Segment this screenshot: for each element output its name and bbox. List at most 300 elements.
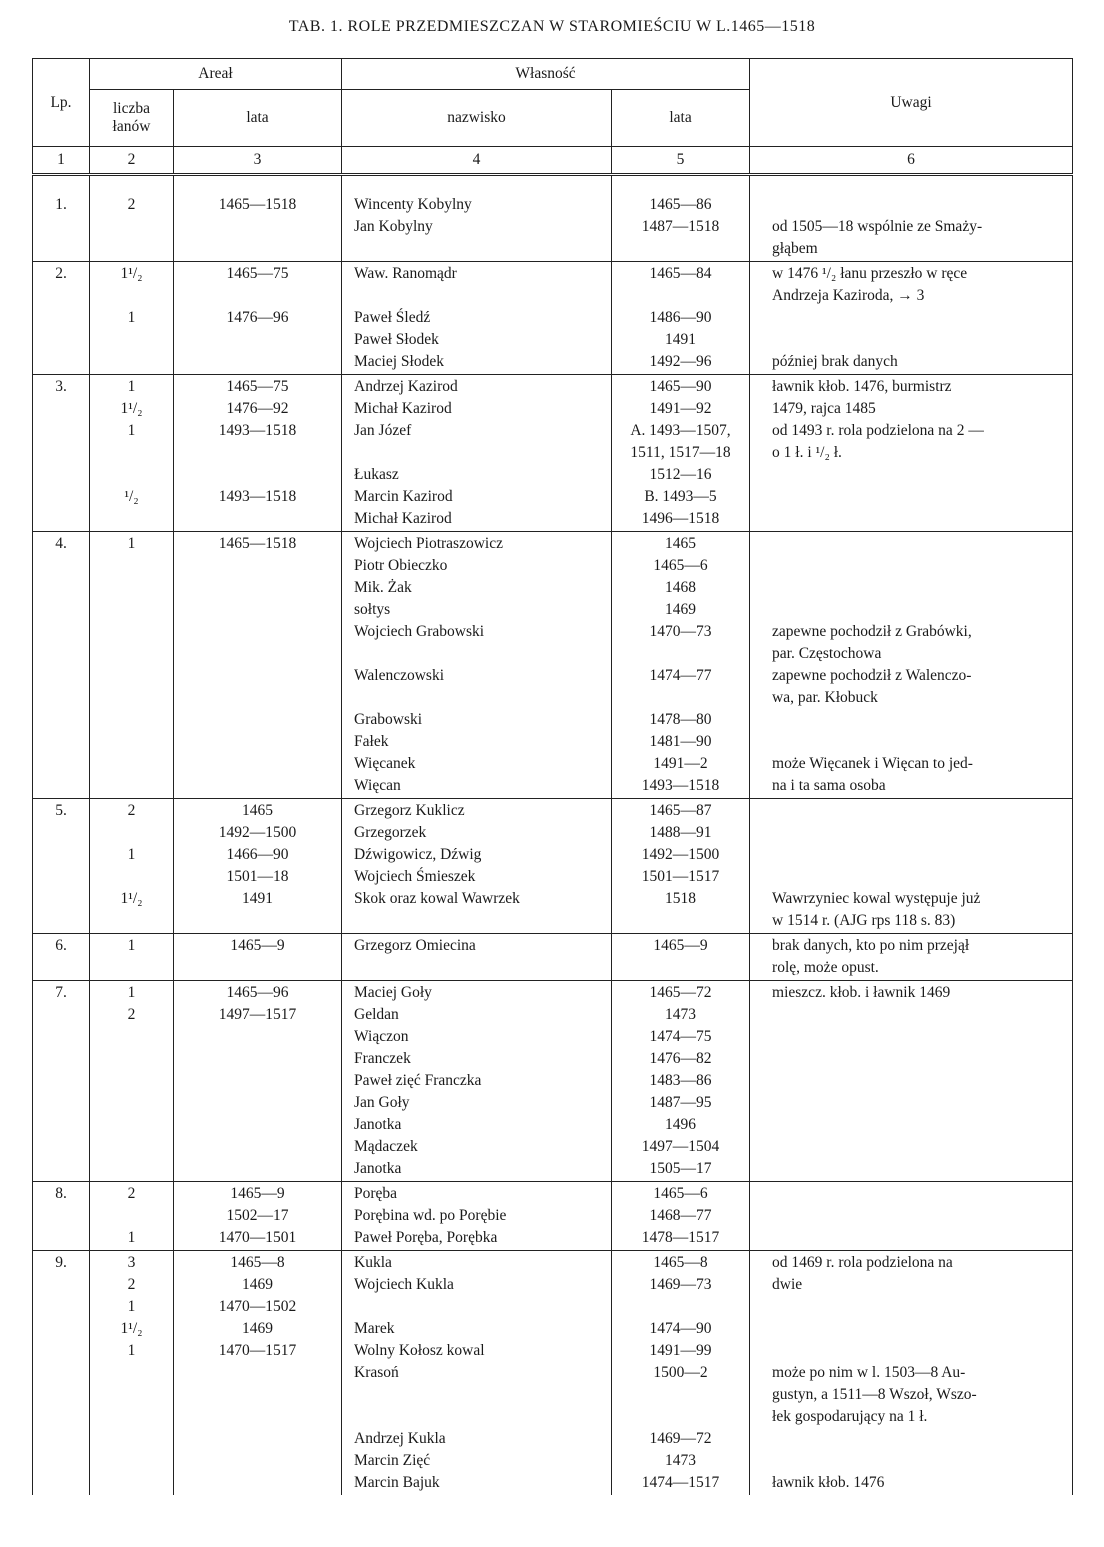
column-number: 4 [342, 147, 612, 175]
table-row [33, 375, 1073, 532]
cell-areal-lata-line [180, 285, 335, 307]
cell-liczba-lanow-line: 1 [127, 422, 136, 439]
cell-areal-lata-line [180, 351, 335, 373]
cell-wlasnosc-lata-line: 1465—6 [653, 1185, 708, 1202]
cell-liczba-lanow-line [96, 329, 167, 351]
cell-nazwisko [342, 262, 612, 375]
cell-liczba-lanow-line [96, 1026, 167, 1048]
cell-lp [33, 981, 90, 1182]
cell-liczba-lanow-line: 1 [127, 984, 136, 1001]
header-areal-lata: lata [174, 90, 342, 147]
column-number: 3 [174, 147, 342, 175]
cell-wlasnosc-lata-line: 1474—90 [649, 1320, 712, 1337]
cell-areal-lata-line [180, 577, 335, 599]
cell-areal-lata-line: 1465—8 [230, 1254, 285, 1271]
cell-uwagi-line [772, 1205, 1070, 1227]
cell-areal-lata-line [180, 775, 335, 797]
column-number: 6 [750, 147, 1073, 175]
cell-wlasnosc-lata-line: 1492—1500 [641, 846, 720, 863]
cell-liczba-lanow-line [96, 1362, 167, 1384]
cell-liczba-lanow-line [96, 442, 167, 464]
cell-liczba-lanow-line [96, 1158, 167, 1180]
cell-areal-lata-line [180, 442, 335, 464]
header-areal: Areał [90, 59, 342, 90]
cell-uwagi [750, 981, 1073, 1182]
cell-uwagi-line [772, 194, 1070, 216]
cell-wlasnosc-lata-line [618, 238, 743, 260]
cell-wlasnosc-lata-line: 1473 [665, 1452, 697, 1469]
cell-uwagi-line [772, 1114, 1070, 1136]
cell-wlasnosc-lata-line: 1491—2 [653, 755, 708, 772]
cell-liczba-lanow-line: 1¹/₂ [120, 1320, 143, 1337]
cell-wlasnosc-lata-line: 1474—75 [649, 1028, 712, 1045]
cell-liczba-lanow-line: 1¹/₂ [120, 400, 143, 417]
cell-nazwisko-line [354, 1406, 605, 1428]
cell-areal-lata-line [180, 1384, 335, 1406]
cell-uwagi [750, 532, 1073, 799]
cell-wlasnosc-lata [612, 175, 750, 262]
cell-uwagi-line [772, 577, 1070, 599]
cell-nazwisko-line [354, 442, 605, 464]
cell-wlasnosc-lata-line: 1483—86 [649, 1072, 712, 1089]
cell-liczba-lanow [90, 934, 174, 981]
cell-uwagi-line [772, 555, 1070, 577]
cell-areal-lata-line: 1502—17 [226, 1207, 289, 1224]
cell-nazwisko-line: Grabowski [354, 711, 423, 728]
cell-wlasnosc-lata [612, 799, 750, 934]
cell-areal-lata-line [180, 555, 335, 577]
cell-uwagi-line [772, 1048, 1070, 1070]
cell-wlasnosc-lata-line: 1511, 1517—18 [630, 444, 731, 461]
cell-uwagi-line: zapewne pochodził z Walenczo- [772, 667, 972, 684]
cell-liczba-lanow-line [96, 1450, 167, 1472]
cell-liczba-lanow [90, 799, 174, 934]
row-number: 7. [55, 984, 67, 1001]
cell-wlasnosc-lata-line: 1505—17 [649, 1160, 712, 1177]
cell-nazwisko-line: Piotr Obieczko [354, 557, 448, 574]
cell-wlasnosc-lata-line: 1487—1518 [641, 218, 720, 235]
row-number: 5. [55, 802, 67, 819]
cell-nazwisko [342, 934, 612, 981]
cell-areal-lata-line: 1493—1518 [218, 488, 297, 505]
row-number: 9. [55, 1254, 67, 1271]
cell-wlasnosc-lata [612, 1251, 750, 1496]
cell-wlasnosc-lata-line [618, 643, 743, 665]
cell-liczba-lanow-line: 1 [127, 937, 136, 954]
cell-liczba-lanow-line: 1 [127, 378, 136, 395]
cell-areal-lata-line: 1470—1501 [218, 1229, 297, 1246]
cell-areal-lata-line [180, 1158, 335, 1180]
cell-areal-lata-line: 1470—1517 [218, 1342, 297, 1359]
header-wlasnosc: Własność [342, 59, 750, 90]
cell-liczba-lanow-line [96, 1136, 167, 1158]
cell-uwagi-line [772, 1070, 1070, 1092]
header-nazwisko: nazwisko [342, 90, 612, 147]
cell-wlasnosc-lata-line: 1492—96 [649, 353, 712, 370]
table-row [33, 175, 1073, 262]
cell-uwagi-line [772, 1450, 1070, 1472]
cell-areal-lata-line [180, 1092, 335, 1114]
cell-areal-lata [174, 934, 342, 981]
cell-uwagi-line: brak danych, kto po nim przejął [772, 937, 970, 954]
cell-uwagi-line: w 1514 r. (AJG rps 118 s. 83) [772, 912, 956, 929]
cell-areal-lata-line [180, 1428, 335, 1450]
cell-liczba-lanow-line: 2 [127, 1276, 136, 1293]
cell-areal-lata [174, 981, 342, 1182]
cell-liczba-lanow-line [96, 577, 167, 599]
cell-uwagi-line: mieszcz. kłob. i ławnik 1469 [772, 984, 951, 1001]
cell-wlasnosc-lata-line [618, 687, 743, 709]
cell-uwagi-line [772, 599, 1070, 621]
cell-nazwisko-line [354, 238, 605, 260]
cell-liczba-lanow-line: 1¹/₂ [120, 890, 143, 907]
cell-liczba-lanow [90, 375, 174, 532]
cell-nazwisko-line: Paweł Śledź [354, 309, 431, 326]
cell-liczba-lanow-line [96, 665, 167, 687]
cell-nazwisko-line: Walenczowski [354, 667, 445, 684]
cell-lp [33, 1182, 90, 1251]
cell-uwagi-line: od 1469 r. rola podzielona na [772, 1254, 953, 1271]
cell-liczba-lanow-line [96, 1092, 167, 1114]
table-row [33, 1251, 1073, 1496]
cell-nazwisko-line: Marcin Kazirod [354, 488, 453, 505]
cell-areal-lata-line: 1470—1502 [218, 1298, 297, 1315]
cell-liczba-lanow-line [96, 1428, 167, 1450]
cell-uwagi-line [772, 844, 1070, 866]
cell-areal-lata-line [180, 508, 335, 530]
cell-wlasnosc-lata-line: 1491 [665, 331, 697, 348]
cell-wlasnosc-lata [612, 1182, 750, 1251]
cell-areal-lata [174, 799, 342, 934]
cell-areal-lata-line: 1493—1518 [218, 422, 297, 439]
cell-nazwisko-line: Marcin Bajuk [354, 1474, 440, 1491]
cell-wlasnosc-lata-line: 1486—90 [649, 309, 712, 326]
cell-lp [33, 799, 90, 934]
cell-wlasnosc-lata [612, 375, 750, 532]
cell-uwagi-line [772, 1158, 1070, 1180]
cell-nazwisko-line: Fałek [354, 733, 389, 750]
table-header [33, 59, 1073, 175]
cell-areal-lata-line: 1476—96 [226, 309, 289, 326]
table-row [33, 981, 1073, 1182]
cell-uwagi-line [772, 1318, 1070, 1340]
cell-areal-lata-line [180, 216, 335, 238]
cell-nazwisko-line: Kukla [354, 1254, 392, 1271]
cell-liczba-lanow-line: 1 [127, 1298, 136, 1315]
cell-wlasnosc-lata [612, 532, 750, 799]
cell-areal-lata-line [180, 957, 335, 979]
cell-liczba-lanow-line: 1 [127, 535, 136, 552]
cell-liczba-lanow [90, 1182, 174, 1251]
cell-areal-lata-line [180, 643, 335, 665]
cell-uwagi-line: dwie [772, 1276, 803, 1293]
cell-nazwisko-line: Dźwigowicz, Dźwig [354, 846, 482, 863]
column-number: 2 [90, 147, 174, 175]
cell-nazwisko-line: Mądaczek [354, 1138, 418, 1155]
cell-areal-lata-line [180, 665, 335, 687]
cell-nazwisko-line: Poręba [354, 1185, 398, 1202]
cell-areal-lata-line: 1469 [242, 1276, 273, 1293]
cell-areal-lata-line: 1465—9 [230, 1185, 285, 1202]
cell-uwagi-line [772, 800, 1070, 822]
cell-uwagi-line [772, 866, 1070, 888]
cell-areal-lata-line [180, 910, 335, 932]
cell-wlasnosc-lata-line [618, 285, 743, 307]
cell-uwagi-line [772, 1428, 1070, 1450]
cell-areal-lata [174, 1251, 342, 1496]
cell-liczba-lanow-line [96, 555, 167, 577]
cell-wlasnosc-lata-line: A. 1493—1507, [630, 422, 731, 439]
cell-wlasnosc-lata-line: 1476—82 [649, 1050, 712, 1067]
cell-nazwisko-line [354, 643, 605, 665]
cell-uwagi-line: Wawrzyniec kowal występuje już [772, 890, 981, 907]
cell-nazwisko-line: Wojciech Grabowski [354, 623, 485, 640]
cell-areal-lata-line: 1465—96 [226, 984, 289, 1001]
cell-nazwisko-line: Mik. Żak [354, 579, 412, 596]
cell-wlasnosc-lata-line: 1465—84 [649, 265, 712, 282]
cell-wlasnosc-lata-line: 1468 [665, 579, 697, 596]
cell-areal-lata-line [180, 238, 335, 260]
cell-uwagi-line: ławnik kłob. 1476, burmistrz [772, 378, 952, 395]
cell-areal-lata-line [180, 709, 335, 731]
cell-areal-lata [174, 532, 342, 799]
cell-liczba-lanow-line [96, 216, 167, 238]
cell-uwagi-line [772, 731, 1070, 753]
cell-uwagi-line: 1479, rajca 1485 [772, 400, 876, 417]
cell-uwagi [750, 375, 1073, 532]
row-number: 2. [55, 265, 67, 282]
cell-nazwisko-line: Jan Józef [354, 422, 412, 439]
cell-areal-lata-line: 1492—1500 [218, 824, 297, 841]
cell-wlasnosc-lata [612, 981, 750, 1182]
cell-wlasnosc-lata-line: 1465—9 [653, 937, 708, 954]
cell-nazwisko-line: Jan Goły [354, 1094, 410, 1111]
cell-areal-lata-line [180, 1472, 335, 1494]
cell-wlasnosc-lata-line: 1491—99 [649, 1342, 712, 1359]
cell-nazwisko-line: Andrzej Kukla [354, 1430, 446, 1447]
cell-uwagi-line: zapewne pochodził z Grabówki, [772, 623, 972, 640]
cell-uwagi-line: rolę, może opust. [772, 959, 879, 976]
row-number: 6. [55, 937, 67, 954]
cell-nazwisko-line: Wolny Kołosz kowal [354, 1342, 485, 1359]
cell-nazwisko-line: Wojciech Śmieszek [354, 868, 476, 885]
cell-lp [33, 175, 90, 262]
cell-lp [33, 532, 90, 799]
table-row [33, 1182, 1073, 1251]
cell-nazwisko-line: Łukasz [354, 466, 399, 483]
cell-areal-lata-line: 1465—1518 [218, 535, 297, 552]
cell-areal-lata-line: 1465—75 [226, 265, 289, 282]
cell-uwagi-line [772, 1092, 1070, 1114]
cell-liczba-lanow-line [96, 238, 167, 260]
cell-uwagi-line: w 1476 ¹/₂ łanu przeszło w ręce [772, 265, 968, 282]
cell-uwagi-line [772, 533, 1070, 555]
cell-nazwisko-line: Krasoń [354, 1364, 399, 1381]
cell-wlasnosc-lata-line: 1493—1518 [641, 777, 720, 794]
cell-nazwisko-line: Andrzej Kazirod [354, 378, 458, 395]
cell-wlasnosc-lata-line: 1497—1504 [641, 1138, 720, 1155]
cell-areal-lata-line: 1491 [242, 890, 273, 907]
cell-liczba-lanow-line: ¹/₂ [124, 488, 139, 505]
cell-nazwisko-line: Janotka [354, 1116, 402, 1133]
cell-wlasnosc-lata-line: 1488—91 [649, 824, 712, 841]
cell-wlasnosc-lata-line: 1487—95 [649, 1094, 712, 1111]
cell-wlasnosc-lata-line: 1465—90 [649, 378, 712, 395]
cell-uwagi-line [772, 1296, 1070, 1318]
cell-nazwisko-line [354, 1384, 605, 1406]
cell-areal-lata-line [180, 731, 335, 753]
cell-areal-lata-line: 1466—90 [226, 846, 289, 863]
header-wlasnosc-lata: lata [612, 90, 750, 147]
cell-areal-lata-line [180, 753, 335, 775]
cell-lp [33, 934, 90, 981]
cell-uwagi-line: Andrzeja Kaziroda, → 3 [772, 287, 925, 304]
cell-liczba-lanow-line [96, 822, 167, 844]
cell-liczba-lanow-line [96, 709, 167, 731]
cell-liczba-lanow-line [96, 687, 167, 709]
cell-wlasnosc-lata-line: 1469—72 [649, 1430, 712, 1447]
table-row [33, 532, 1073, 799]
cell-uwagi-line: wa, par. Kłobuck [772, 689, 878, 706]
cell-nazwisko-line: Grzegorz Omiecina [354, 937, 476, 954]
cell-areal-lata-line: 1465—75 [226, 378, 289, 395]
cell-liczba-lanow-line [96, 866, 167, 888]
cell-uwagi-line: gustyn, a 1511—8 Wszoł, Wszo- [772, 1386, 977, 1403]
cell-liczba-lanow-line [96, 285, 167, 307]
cell-liczba-lanow [90, 262, 174, 375]
cell-uwagi-line: łek gospodarujący na 1 ł. [772, 1408, 928, 1425]
cell-areal-lata-line: 1465 [242, 802, 273, 819]
row-number: 3. [55, 378, 67, 395]
cell-nazwisko-line: Paweł Słodek [354, 331, 439, 348]
cell-uwagi-line [772, 508, 1070, 530]
cell-nazwisko-line [354, 687, 605, 709]
cell-wlasnosc-lata-line: 1501—1517 [641, 868, 720, 885]
cell-liczba-lanow-line: 3 [127, 1254, 136, 1271]
cell-nazwisko-line [354, 957, 605, 979]
cell-uwagi-line: par. Częstochowa [772, 645, 882, 662]
cell-nazwisko-line: Franczek [354, 1050, 411, 1067]
cell-liczba-lanow [90, 1251, 174, 1496]
cell-areal-lata-line [180, 1026, 335, 1048]
cell-liczba-lanow-line [96, 1406, 167, 1428]
cell-wlasnosc-lata-line: 1478—80 [649, 711, 712, 728]
cell-liczba-lanow-line [96, 1384, 167, 1406]
cell-areal-lata [174, 262, 342, 375]
row-number: 4. [55, 535, 67, 552]
cell-uwagi [750, 1251, 1073, 1496]
cell-wlasnosc-lata-line: 1481—90 [649, 733, 712, 750]
table-body [33, 175, 1073, 1496]
cell-wlasnosc-lata [612, 262, 750, 375]
cell-wlasnosc-lata-line [618, 910, 743, 932]
cell-areal-lata [174, 1182, 342, 1251]
cell-nazwisko [342, 1251, 612, 1496]
table-row [33, 262, 1073, 375]
cell-liczba-lanow-line [96, 508, 167, 530]
cell-areal-lata-line [180, 599, 335, 621]
cell-liczba-lanow-line [96, 775, 167, 797]
cell-wlasnosc-lata-line: 1469 [665, 601, 697, 618]
cell-liczba-lanow-line [96, 1205, 167, 1227]
cell-wlasnosc-lata-line: B. 1493—5 [644, 488, 717, 505]
cell-uwagi-line: może Więcanek i Więcan to jed- [772, 755, 973, 772]
header-lp: Lp. [33, 59, 90, 147]
cell-uwagi-line [772, 329, 1070, 351]
cell-nazwisko-line: Paweł Poręba, Porębka [354, 1229, 498, 1246]
cell-wlasnosc-lata-line: 1465—86 [649, 196, 712, 213]
cell-uwagi-line: ławnik kłob. 1476 [772, 1474, 885, 1491]
cell-liczba-lanow-line: 1 [127, 846, 136, 863]
cell-areal-lata-line: 1465—1518 [218, 196, 297, 213]
cell-wlasnosc-lata-line: 1496—1518 [641, 510, 720, 527]
table-row [33, 934, 1073, 981]
cell-areal-lata-line: 1501—18 [226, 868, 289, 885]
cell-lp [33, 375, 90, 532]
cell-uwagi-line [772, 1136, 1070, 1158]
cell-lp [33, 262, 90, 375]
cell-liczba-lanow-line [96, 1048, 167, 1070]
cell-areal-lata-line [180, 1362, 335, 1384]
cell-liczba-lanow-line [96, 1070, 167, 1092]
cell-liczba-lanow-line [96, 753, 167, 775]
cell-areal-lata [174, 375, 342, 532]
cell-wlasnosc-lata [612, 934, 750, 981]
roles-table-container [32, 58, 1072, 1495]
row-number: 1. [55, 196, 67, 213]
cell-uwagi-line [772, 1183, 1070, 1205]
cell-liczba-lanow-line: 1 [127, 1342, 136, 1359]
cell-nazwisko-line: Marek [354, 1320, 395, 1337]
cell-uwagi-line: o 1 ł. i ¹/₂ ł. [772, 444, 842, 461]
cell-nazwisko-line: Maciej Słodek [354, 353, 444, 370]
row-number: 8. [55, 1185, 67, 1202]
cell-nazwisko-line [354, 910, 605, 932]
cell-wlasnosc-lata-line: 1500—2 [653, 1364, 708, 1381]
cell-liczba-lanow-line [96, 1114, 167, 1136]
column-number: 1 [33, 147, 90, 175]
cell-liczba-lanow-line [96, 731, 167, 753]
cell-uwagi-line [772, 1004, 1070, 1026]
cell-wlasnosc-lata-line: 1474—77 [649, 667, 712, 684]
table-row [33, 799, 1073, 934]
cell-nazwisko-line: Wincenty Kobylny [354, 196, 472, 213]
cell-areal-lata-line [180, 1450, 335, 1472]
cell-liczba-lanow [90, 981, 174, 1182]
cell-areal-lata-line: 1476—92 [226, 400, 289, 417]
cell-areal-lata-line [180, 621, 335, 643]
cell-liczba-lanow-line: 2 [127, 802, 136, 819]
cell-wlasnosc-lata-line: 1518 [665, 890, 697, 907]
cell-nazwisko-line: Grzegorz Kuklicz [354, 802, 465, 819]
cell-areal-lata-line [180, 1114, 335, 1136]
column-number: 5 [612, 147, 750, 175]
cell-wlasnosc-lata-line: 1465—87 [649, 802, 712, 819]
cell-liczba-lanow-line [96, 910, 167, 932]
cell-nazwisko-line: Porębina wd. po Porębie [354, 1207, 507, 1224]
cell-liczba-lanow-line [96, 957, 167, 979]
cell-liczba-lanow-line: 1 [127, 1229, 136, 1246]
header-uwagi: Uwagi [750, 59, 1073, 147]
cell-wlasnosc-lata-line [618, 1406, 743, 1428]
cell-wlasnosc-lata-line [618, 1384, 743, 1406]
cell-areal-lata-line [180, 687, 335, 709]
page-title: TAB. 1. ROLE PRZEDMIESZCZAN W STAROMIEŚCIU W L.1465—1518 [288, 18, 816, 35]
cell-wlasnosc-lata-line: 1470—73 [649, 623, 712, 640]
cell-liczba-lanow-line [96, 464, 167, 486]
cell-nazwisko [342, 175, 612, 262]
cell-nazwisko-line: Maciej Goły [354, 984, 432, 1001]
